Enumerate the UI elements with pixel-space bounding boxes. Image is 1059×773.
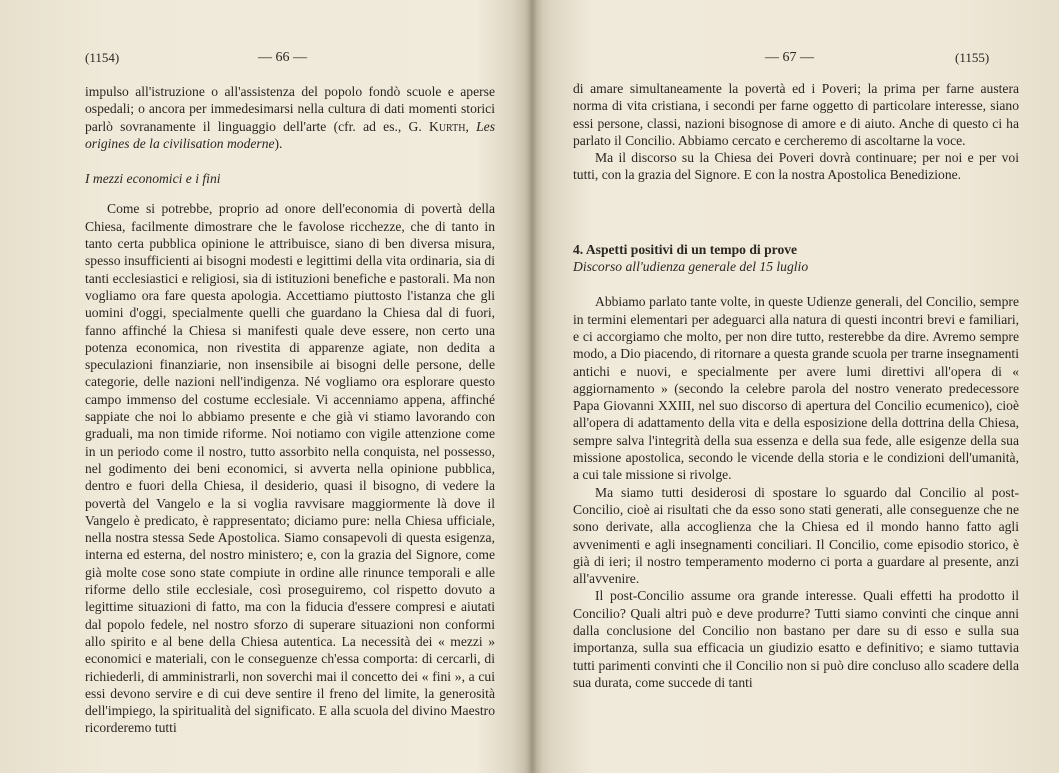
- right-page: [530, 0, 1059, 773]
- body-paragraph-3: Il post-Concilio assume ora grande interesse. Quali effetti ha prodotto il Concilio? Quali altri può e deve produrre? Tutti siamo convinti che cinque anni dalla conclusione del Concilio non bastano per dare su di esso e sulla sua importanza, sulla sua efficacia un giudizio esatto e definitivo; e siamo tuttavia tutti parimenti convinti che il Concilio non si può dire concluso allo scadere della sua durata, come succede di tanti: [573, 588, 1019, 690]
- closing-paragraph: Ma il discorso su la Chiesa dei Poveri dovrà continuare; per noi e per voi tutti, con la grazia del Signore. E con la nostra Apostolica Benedizione.: [573, 150, 1019, 183]
- subheading: I mezzi economici e i fini: [85, 171, 221, 187]
- left-body-paragraph: Come si potrebbe, proprio ad onore dell'economia di povertà della Chiesa, facilmente dimostrare che le favolose ricchezze, che di tanto in tanto certa pubblica opinione le attribuisce, siano di ben diversa misura, spesso insufficienti ai bisogni modesti e legittimi della vita ordinaria, sia di tanti ecclesiastici e religiosi, sia di istituzioni benefiche e pastorali. Ma non vogliamo ora fare questa apologia. Accettiamo piuttosto l'istanza che gli uomini d'oggi, specialmente quelli che guardano la Chiesa dal di fuori, fanno affinché la Chiesa si manifesti quale deve essere, non certo una potenza economica, non rivestita di apparenze agiate, non dedita a speculazioni finanziarie, non insensibile ai bisogni delle persone, delle categorie, delle nazioni nell'indigenza. Né vogliamo ora esplorare questo campo immenso del costume ecclesiale. Vi accenniamo appena, affinché sappiate che noi lo abbiamo presente e che già vi stiamo lavorando con graduali, ma non timide riforme. Noi notiamo con vigile attenzione come in un periodo come il nostro, tutto assorbito nella conquista, nel possesso, nel godimento dei beni economici, si avverta nella opinione pubblica, dentro e fuori della Chiesa, il desiderio, quasi il bisogno, di vedere la povertà del Vangelo e la si voglia ravvisare maggiormente là dove il Vangelo è predicato, è rappresentato; diciamo pure: nella Chiesa ufficiale, nella nostra stessa Sede Apostolica. Siamo consapevoli di questa esigenza, interna ed esterna, del nostro ministero; e, con la grazia del Signore, come già molte cose sono state compiute in ordine alle rinunce temporali e alle riforme dello stile ecclesiale, così proseguiremo, col rispetto dovuto a legittime situazioni di fatto, ma con la fiducia d'essere compresi e aiutati dal popolo fedele, nel nostro sforzo di superare situazioni non conformi allo spirito e al bene della Chiesa autentica. La necessità dei « mezzi » economici e materiali, con le conseguenze ch'essa comporta: di cercarli, di richiederli, di amministrarli, non soverchi mai il concetto dei « fini », a cui essi devono servire e di cui deve sentire il freno del limite, la generosità dell'impiego, la spiritualità del significato. E alla scuola del divino Maestro ricorderemo tutti: [85, 201, 495, 736]
- right-continuation-paragraph: di amare simultaneamente la povertà ed i Poveri; la prima per farne austera norma di vita cristiana, i secondi per farne oggetto di particolare interesse, siano essi persone, classi, nazioni bisognose di amore e di aiuto. Anche di questo ci ha parlato il Concilio. Abbiamo cercato e cercheremo di ascoltarne la voce.: [573, 81, 1019, 148]
- continuation-end: ).: [274, 135, 283, 151]
- continuation-text: impulso all'istruzione o all'assistenza del popolo fondò scuole e aperse ospedali; o ancora per immedesimarsi nella cultura di dati momenti storici parlò sovranamente il linguaggio dell'arte (cfr. ad es., G.: [85, 84, 495, 134]
- right-page-number: — 67 —: [765, 50, 814, 65]
- body-paragraph-2: Ma siamo tutti desiderosi di spostare lo sguardo dal Concilio al post-Concilio, cioè ai risultati che da esso sono stati generati, alle conseguenze che ne sono derivate, alla accoglienza che la Chiesa ed il mondo hanno fatto agli avvenimenti e agli insegnamenti conciliari. Il Concilio, come episodio storico, è già di ieri; il nostro temperamento moderno ci porta a guardare al presente, anzi all'avvenire.: [573, 484, 1019, 587]
- author-name: Kurth: [429, 118, 466, 134]
- right-folio: (1155): [955, 50, 990, 65]
- book-title: Les origines de la civilisation moderne: [85, 118, 495, 151]
- right-page-body: [573, 80, 1019, 691]
- left-page-body: [85, 83, 495, 737]
- left-continuation-paragraph: impulso all'istruzione o all'assistenza del popolo fondò scuole e aperse ospedali; o ancora per immedesimarsi nella cultura di dati momenti storici parlò sovranamente il linguaggio dell'arte (cfr. ad es., G. Kurth, Les origines de la civilisation moderne).: [85, 84, 495, 151]
- section-subtitle: Discorso all'udienza generale del 15 luglio: [573, 259, 809, 275]
- section-title: 4. Aspetti positivi di un tempo di prove: [573, 241, 798, 257]
- left-folio: (1154): [85, 50, 120, 65]
- body-paragraph-1: Abbiamo parlato tante volte, in queste Udienze generali, del Concilio, sempre in termini elementari per adeguarci alla natura di questi incontri brevi e familiari, e ci accorgiamo che molto, per non dire tutto, resterebbe da dire. Avremo sempre modo, a Dio piacendo, di ritornare a questa grande scuola per trarne insegnamenti antichi e nuovi, e specialmente per avere lumi direttivi all'opera di « aggiornamento » (secondo la celebre parola del nostro venerato predecessore Papa Giovanni XXIII, nel suo discorso di apertura del Concilio ecumenico), cioè all'opera di adattamento della vita e della esposizione della dottrina della Chiesa, sempre salva l'integrità della sua essenza e della sua fede, alle esigenze della sua missione apostolica, secondo le vicende della storia e le condizioni dell'umanità, a cui tale missione si rivolge.: [573, 294, 1019, 483]
- left-page-number: — 66 —: [258, 50, 307, 65]
